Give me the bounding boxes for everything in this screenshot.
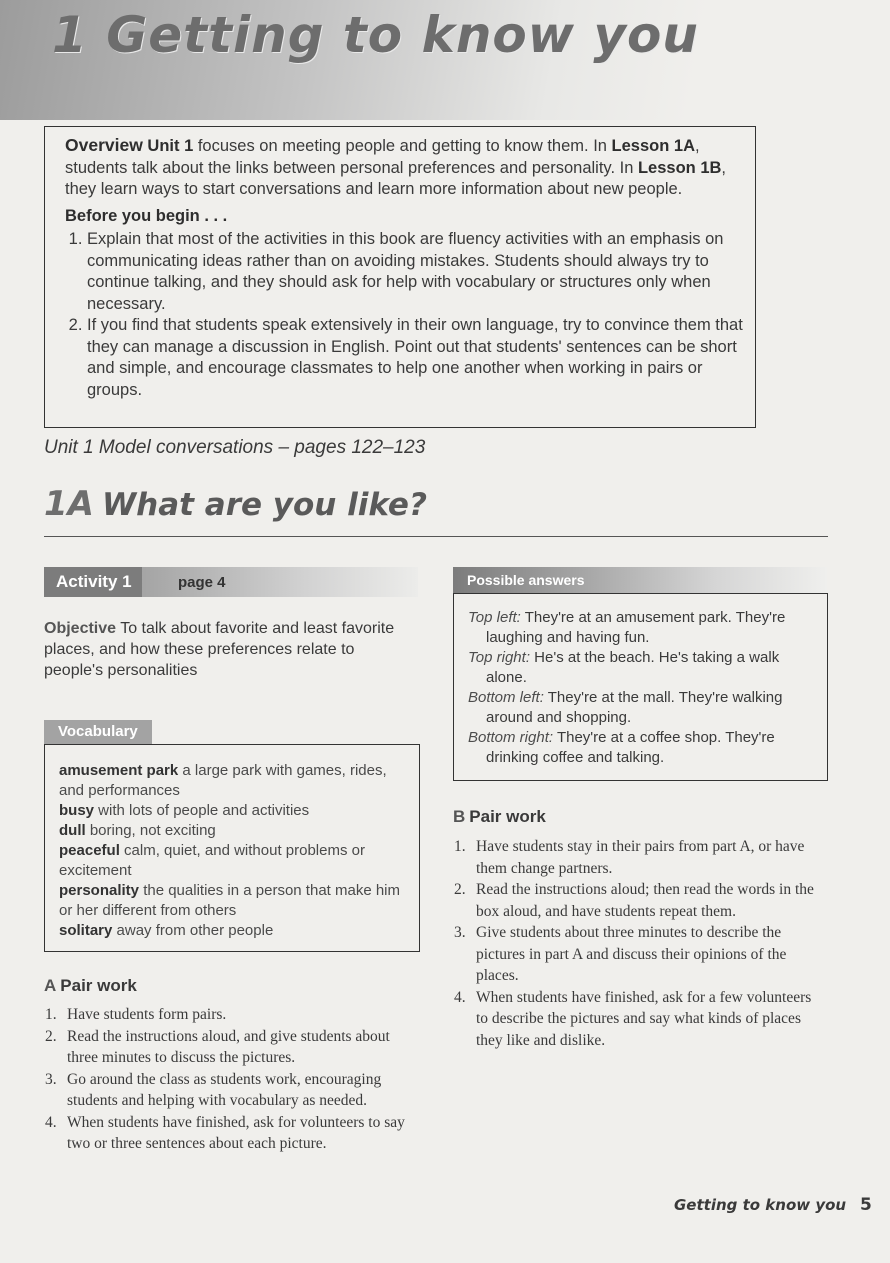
step-text: Give students about three minutes to describe the pictures in part A and discuss their opinions of the places. — [476, 924, 787, 984]
vocab-entry — [59, 801, 407, 821]
overview-sentence-2: , students talk about the links between personal preferences and personality. In — [65, 137, 700, 177]
answer-position: Top right: — [468, 649, 530, 666]
step-item — [45, 1112, 415, 1155]
before-you-begin-heading: Before you begin . . . — [65, 206, 228, 225]
answer-item — [468, 688, 817, 728]
step-text: Have students form pairs. — [67, 1006, 227, 1023]
answer-text: They're at an amusement park. They're laughing and having fun. — [486, 609, 786, 646]
possible-answers-box — [453, 593, 828, 781]
answer-text: They're at a coffee shop. They're drinking coffee and talking. — [486, 729, 775, 766]
section-title: Pair work — [60, 976, 137, 995]
activity-page: page 4 — [178, 574, 226, 591]
vocabulary-label: Vocabulary — [44, 720, 152, 744]
vocab-definition: the qualities in a person that make him or her different from others — [59, 882, 401, 919]
step-item — [454, 879, 816, 922]
overview-text — [65, 135, 743, 201]
possible-answers-label: Possible answers — [467, 572, 585, 588]
step-text: When students have finished, ask for a few volunteers to describe the pictures and say what kinds of places they like and dislike. — [476, 988, 812, 1049]
model-conversations-pages: – pages 122–123 — [273, 437, 426, 458]
step-text: Read the instructions aloud; then read the words in the box aloud, and have students repeat them. — [476, 881, 814, 920]
answer-item — [468, 608, 817, 648]
step-text: When students have finished, ask for volunteers to say two or three sentences about each picture. — [67, 1113, 405, 1152]
vocab-definition: calm, quiet, and without problems or excitement — [59, 842, 365, 879]
vocab-entry — [59, 821, 407, 841]
section-letter: B — [453, 807, 466, 826]
vocabulary-box — [44, 744, 420, 952]
vocab-term: peaceful — [59, 842, 120, 859]
answer-item — [468, 648, 817, 688]
step-item — [45, 1004, 415, 1026]
section-letter: A — [44, 976, 57, 995]
overview-unit-label: Unit 1 — [147, 137, 194, 155]
vocab-term: dull — [59, 822, 86, 839]
answer-item — [468, 728, 817, 768]
vocab-term: amusement park — [59, 762, 179, 779]
pair-work-a-heading — [44, 976, 137, 996]
vocab-definition: away from other people — [112, 922, 274, 939]
overview-label: Overview — [65, 135, 143, 155]
step-number: 1. — [454, 838, 466, 855]
lesson-title-text: What are you like? — [101, 487, 427, 523]
activity-header — [44, 567, 418, 597]
activity-label: Activity 1 — [44, 567, 142, 597]
step-text: Have students stay in their pairs from part A, or have them change partners. — [476, 838, 805, 877]
vocab-definition: boring, not exciting — [85, 822, 216, 839]
step-item — [454, 987, 816, 1052]
lesson-divider — [44, 536, 828, 537]
step-item — [454, 836, 816, 879]
pair-work-b-steps — [454, 836, 816, 1051]
step-text: Go around the class as students work, encouraging students and helping with vocabulary as needed. — [67, 1070, 382, 1109]
before-item: 2. If you find that students speak extensively in their own language, try to convince them that they can manage a discussion in English. Point out that students' sentences can be short and simple, and encourage classmates to help one another when working in pairs or groups. — [87, 315, 743, 401]
lesson-1a-label: Lesson 1A — [611, 137, 695, 155]
unit-title — [52, 6, 699, 64]
answer-text: He's at the beach. He's taking a walk alone. — [486, 649, 780, 686]
overview-box — [44, 126, 756, 428]
vocab-term: solitary — [59, 922, 113, 939]
model-conversations-title: Unit 1 Model conversations — [44, 437, 274, 458]
possible-answers-header — [453, 567, 827, 593]
vocab-term: personality — [59, 882, 140, 899]
step-item — [45, 1026, 415, 1069]
step-number: 4. — [454, 988, 466, 1006]
step-item — [454, 922, 816, 987]
vocab-entry — [59, 881, 407, 921]
lesson-number: 1A — [44, 484, 94, 524]
step-text: Read the instructions aloud, and give students about three minutes to discuss the pictures. — [67, 1027, 390, 1066]
lesson-1b-label: Lesson 1B — [637, 158, 722, 177]
vocab-entry — [59, 761, 407, 801]
vocab-definition: a large park with games, rides, and performances — [59, 762, 387, 799]
before-you-begin-list — [65, 229, 743, 401]
objective-text: To talk about favorite and least favorite places, and how these preferences relate to people's personalities — [44, 620, 395, 679]
vocab-entry — [59, 921, 407, 941]
step-number: 2. — [454, 881, 466, 898]
objective-label: Objective — [44, 620, 117, 637]
step-number: 3. — [45, 1070, 57, 1088]
overview-sentence-3: , they learn ways to start conversations and learn more information about new people. — [65, 158, 727, 198]
footer-title: Getting to know you — [674, 1196, 847, 1214]
answer-position: Bottom right: — [468, 729, 554, 746]
answer-position: Top left: — [468, 609, 521, 626]
answer-position: Bottom left: — [468, 689, 544, 706]
step-number: 2. — [45, 1027, 57, 1045]
lesson-title — [44, 484, 427, 524]
vocab-term: busy — [59, 802, 95, 819]
vocab-definition: with lots of people and activities — [94, 802, 310, 819]
pair-work-b-heading — [453, 807, 546, 827]
section-title: Pair work — [469, 807, 546, 826]
step-number: 1. — [45, 1006, 57, 1023]
pair-work-a-steps — [45, 1004, 415, 1155]
step-number: 4. — [45, 1113, 57, 1131]
page-number: 5 — [860, 1195, 872, 1215]
unit-number: 1 — [52, 6, 88, 64]
objective — [44, 618, 414, 681]
step-item — [45, 1069, 415, 1112]
vocab-entry — [59, 841, 407, 881]
overview-sentence-1: focuses on meeting people and getting to know them. In — [193, 137, 612, 155]
unit-title-text: Getting to know you — [106, 6, 699, 64]
model-conversations-note — [44, 437, 425, 459]
step-number: 3. — [454, 924, 466, 941]
answer-text: They're at the mall. They're walking around and shopping. — [486, 689, 783, 726]
before-item: 1. Explain that most of the activities in this book are fluency activities with an emphasis on communicating ideas rather than on avoiding mistakes. Students should always try to continue talking, and they should ask for help with vocabulary or structures only when necessary. — [87, 229, 743, 315]
